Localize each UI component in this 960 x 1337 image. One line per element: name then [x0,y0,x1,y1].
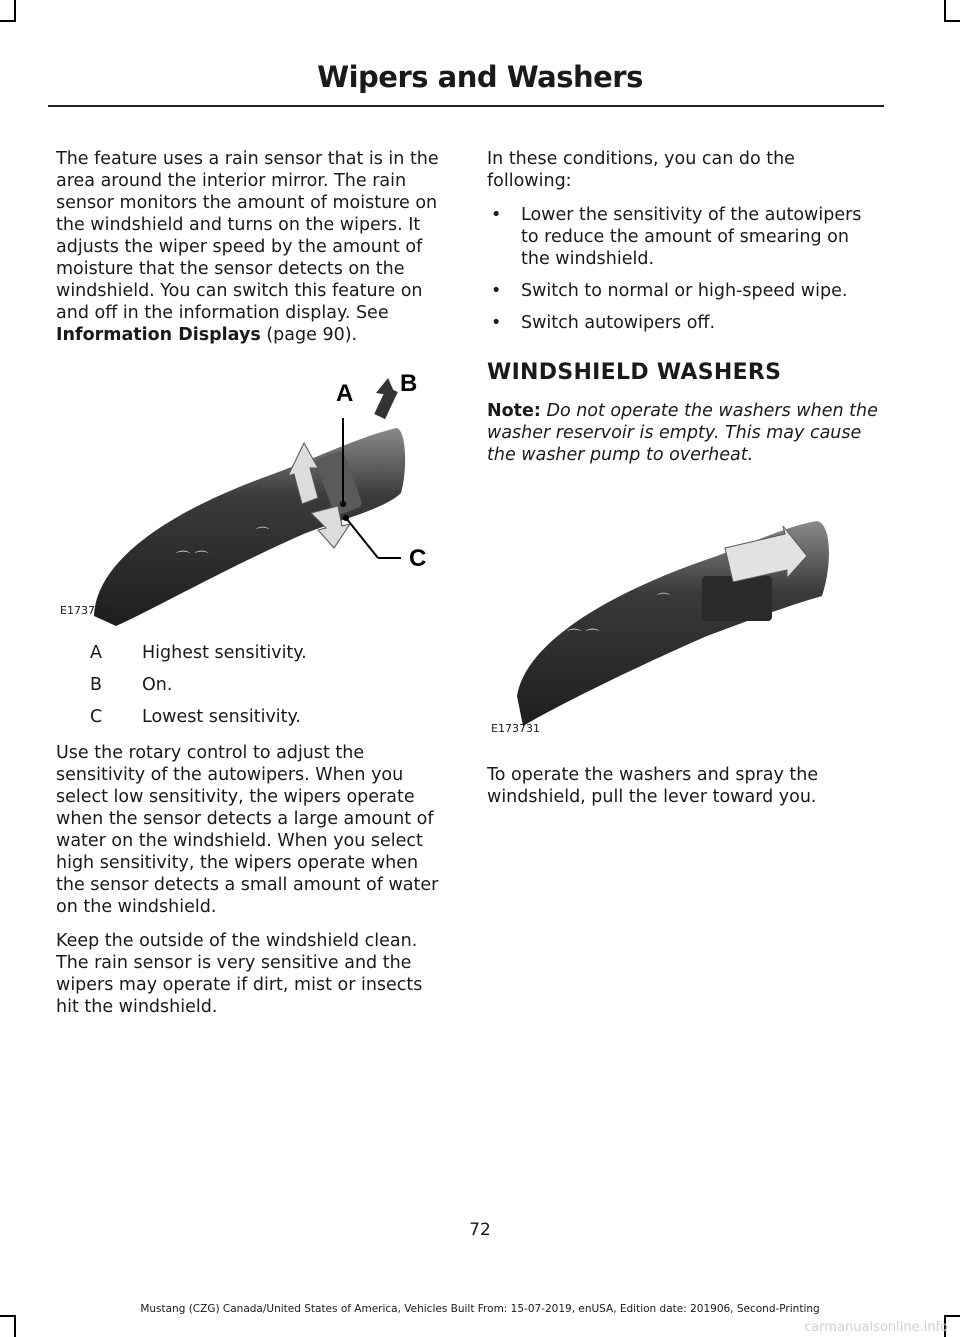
legend-key: A [90,643,102,663]
legend-row [56,706,448,728]
callout-c: C [409,545,427,572]
note-text: Do not operate the washers when the washer reservoir is empty. This may cause the washer pump to overheat. [487,401,878,465]
section-heading: WINDSHIELD WASHERS [487,360,782,385]
conditions-intro: In these conditions, you can do the following: [487,149,795,191]
washer-lever-pull-illustration [487,486,879,746]
list-item: • Lower the sensitivity of the autowipers to reduce the amount of smearing on the windshield. [487,204,879,270]
legend-row [56,674,448,696]
figure-code: E173731 [491,722,540,735]
crop-mark [14,1315,16,1337]
list-item: • Switch autowipers off. [487,312,879,334]
footer-text: Mustang (CZG) Canada/United States of America, Vehicles Built From: 15-07-2019, enUSA, Edition date: 201906, Second-Printing [140,1303,820,1315]
legend-value: Highest sensitivity. [142,643,307,663]
callout-b: B [400,370,418,397]
conditions-list [487,204,879,334]
list-item: • Switch to normal or high-speed wipe. [487,280,879,302]
wiper-lever-figure [56,358,448,628]
crop-mark [944,0,946,22]
note-label: Note: [487,401,541,421]
right-column [487,148,879,820]
watermark: carmanualsonline.info [804,1320,948,1335]
page-number: 72 [469,1220,491,1240]
information-displays-link[interactable]: Information Displays [56,325,261,345]
crop-mark [0,20,16,22]
svg-text:⌒ ⌒: ⌒ ⌒ [567,629,600,645]
intro-paragraph [56,148,448,346]
crop-mark [0,1315,16,1317]
legend-value: On. [142,675,173,695]
header-divider [48,105,884,107]
crop-mark [944,1315,960,1317]
legend-key: B [90,675,103,695]
sensitivity-paragraph: Use the rotary control to adjust the sensitivity of the autowipers. When you select low sensitivity, the wipers operate when the sensor detects a large amount of water on the windshield. When you select high sensitivity, the wipers operate when the sensor detects a small amount of water on the windshield. [56,743,439,917]
svg-text:⌒: ⌒ [657,593,671,608]
page-title: Wipers and Washers [317,60,643,94]
crop-mark [14,0,16,22]
crop-mark [944,20,960,22]
legend-row [56,642,448,664]
svg-text:⌒ ⌒: ⌒ ⌒ [176,551,209,567]
legend [56,642,448,728]
callout-a: A [336,380,354,407]
svg-text:⌒: ⌒ [256,527,270,542]
wiper-lever-rotary-illustration [56,358,448,628]
windshield-clean-paragraph: Keep the outside of the windshield clean. The rain sensor is very sensitive and the wipers may operate if dirt, mist or insects hit the windshield. [56,931,423,1017]
intro-text: The feature uses a rain sensor that is in the area around the interior mirror. The rain sensor monitors the amount of moisture on the windshield and turns on the wipers. It adjusts the wiper speed by the amount of moisture that the sensor detects on the windshield. You can switch this feature on and off in the information display. See [56,149,439,323]
legend-value: Lowest sensitivity. [142,707,301,727]
left-column [56,148,448,1030]
washer-lever-figure [487,486,879,746]
operate-washers-paragraph: To operate the washers and spray the windshield, pull the lever toward you. [487,765,819,807]
note [487,400,879,466]
legend-key: C [90,707,103,727]
figure-code: E173730 [60,604,109,617]
intro-page-ref: (page 90). [260,325,358,345]
